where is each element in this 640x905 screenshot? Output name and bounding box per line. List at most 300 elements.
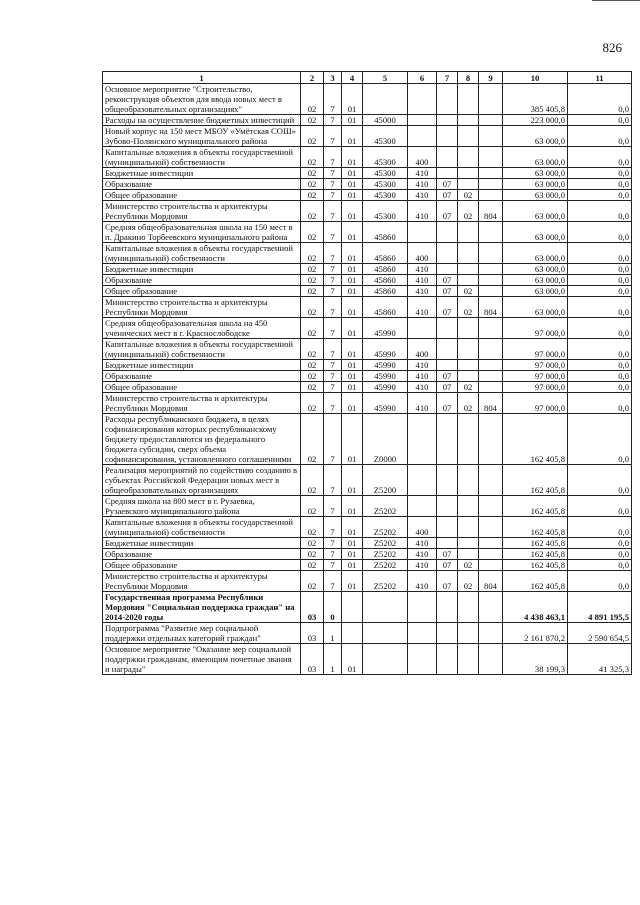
cell-col-7 <box>437 222 458 243</box>
cell-col-4: 01 <box>342 414 363 465</box>
cell-col-11: 0,0 <box>568 168 632 179</box>
cell-col-9 <box>479 414 503 465</box>
cell-col-10: 63 000,0 <box>503 147 568 168</box>
cell-col-11: 0,0 <box>568 360 632 371</box>
cell-col-10: 162 405,8 <box>503 517 568 538</box>
cell-col-7 <box>437 592 458 623</box>
cell-col-11: 0,0 <box>568 286 632 297</box>
row-name-cell: Общее образование <box>103 190 301 201</box>
cell-col-5: Z5202 <box>363 517 408 538</box>
column-header-8: 8 <box>458 72 479 84</box>
cell-col-3: 7 <box>324 286 342 297</box>
cell-col-8: 02 <box>458 382 479 393</box>
cell-col-5: Z0000 <box>363 414 408 465</box>
cell-col-7: 07 <box>437 190 458 201</box>
cell-col-5: Z5200 <box>363 465 408 496</box>
cell-col-9 <box>479 222 503 243</box>
cell-col-10: 97 000,0 <box>503 318 568 339</box>
cell-col-7 <box>437 115 458 126</box>
cell-col-4: 01 <box>342 115 363 126</box>
cell-col-3: 7 <box>324 201 342 222</box>
cell-col-11: 41 325,3 <box>568 644 632 675</box>
cell-col-8 <box>458 538 479 549</box>
cell-col-2: 03 <box>301 592 324 623</box>
cell-col-9 <box>479 517 503 538</box>
cell-col-8: 02 <box>458 560 479 571</box>
cell-col-4: 01 <box>342 318 363 339</box>
cell-col-8 <box>458 371 479 382</box>
cell-col-5: Z5202 <box>363 496 408 517</box>
cell-col-2: 02 <box>301 84 324 115</box>
row-name-cell: Министерство строительства и архитектуры Республики Мордовия <box>103 571 301 592</box>
cell-col-5: Z5202 <box>363 571 408 592</box>
cell-col-8: 02 <box>458 297 479 318</box>
cell-col-4: 01 <box>342 393 363 414</box>
cell-col-11: 0,0 <box>568 297 632 318</box>
column-header-2: 2 <box>301 72 324 84</box>
cell-col-4: 01 <box>342 179 363 190</box>
cell-col-6: 400 <box>408 517 437 538</box>
cell-col-6: 410 <box>408 382 437 393</box>
cell-col-7 <box>437 168 458 179</box>
row-name-cell: Образование <box>103 371 301 382</box>
cell-col-10: 162 405,8 <box>503 571 568 592</box>
cell-col-8: 02 <box>458 571 479 592</box>
cell-col-8 <box>458 115 479 126</box>
cell-col-10: 63 000,0 <box>503 190 568 201</box>
cell-col-6: 410 <box>408 201 437 222</box>
cell-col-5: 45860 <box>363 222 408 243</box>
cell-col-11: 0,0 <box>568 560 632 571</box>
table-row <box>103 560 632 571</box>
table-row <box>103 115 632 126</box>
cell-col-2: 02 <box>301 168 324 179</box>
cell-col-9 <box>479 465 503 496</box>
cell-col-10: 162 405,8 <box>503 538 568 549</box>
cell-col-4: 01 <box>342 560 363 571</box>
table-row <box>103 168 632 179</box>
table-row <box>103 84 632 115</box>
row-name-cell: Капитальные вложения в объекты государственной (муниципальной) собственности <box>103 517 301 538</box>
cell-col-11: 0,0 <box>568 496 632 517</box>
cell-col-6: 410 <box>408 297 437 318</box>
cell-col-10: 4 438 463,1 <box>503 592 568 623</box>
row-name-cell: Расходы республиканского бюджета, в целях софинансирования которых республиканскому бюджету предоставляются из федерального бюджета субсидии, сверх объема софинансирования, установленного соглашениями <box>103 414 301 465</box>
cell-col-10: 162 405,8 <box>503 560 568 571</box>
column-header-1: 1 <box>103 72 301 84</box>
column-header-7: 7 <box>437 72 458 84</box>
column-header-10: 10 <box>503 72 568 84</box>
cell-col-8 <box>458 147 479 168</box>
cell-col-4: 01 <box>342 84 363 115</box>
cell-col-7 <box>437 538 458 549</box>
cell-col-5: 45860 <box>363 286 408 297</box>
cell-col-9 <box>479 592 503 623</box>
cell-col-8: 02 <box>458 201 479 222</box>
cell-col-11: 4 891 195,5 <box>568 592 632 623</box>
cell-col-10: 38 199,3 <box>503 644 568 675</box>
cell-col-9 <box>479 560 503 571</box>
cell-col-5: Z5202 <box>363 549 408 560</box>
cell-col-6 <box>408 623 437 644</box>
table-row <box>103 592 632 623</box>
cell-col-7 <box>437 147 458 168</box>
table-row <box>103 371 632 382</box>
cell-col-8 <box>458 517 479 538</box>
column-header-3: 3 <box>324 72 342 84</box>
cell-col-11: 0,0 <box>568 201 632 222</box>
cell-col-6 <box>408 592 437 623</box>
cell-col-7 <box>437 414 458 465</box>
row-name-cell: Подпрограмма "Развитие мер социальной поддержки отдельных категорий граждан" <box>103 623 301 644</box>
column-header-9: 9 <box>479 72 503 84</box>
cell-col-5: 45990 <box>363 339 408 360</box>
cell-col-9 <box>479 360 503 371</box>
cell-col-2: 02 <box>301 286 324 297</box>
cell-col-6 <box>408 465 437 496</box>
cell-col-6 <box>408 126 437 147</box>
cell-col-9: 804 <box>479 297 503 318</box>
cell-col-2: 02 <box>301 393 324 414</box>
row-name-cell: Капитальные вложения в объекты государственной (муниципальной) собственности <box>103 243 301 264</box>
cell-col-8: 02 <box>458 286 479 297</box>
cell-col-11: 0,0 <box>568 126 632 147</box>
cell-col-6 <box>408 222 437 243</box>
header-row <box>103 72 632 84</box>
cell-col-7 <box>437 339 458 360</box>
table-row <box>103 393 632 414</box>
cell-col-4: 01 <box>342 360 363 371</box>
column-header-6: 6 <box>408 72 437 84</box>
cell-col-4 <box>342 592 363 623</box>
table-row <box>103 147 632 168</box>
cell-col-5: 45300 <box>363 201 408 222</box>
cell-col-4: 01 <box>342 517 363 538</box>
row-name-cell: Средняя общеобразовательная школа на 150 мест в п. Дракино Торбеевского муниципального района <box>103 222 301 243</box>
cell-col-7 <box>437 496 458 517</box>
row-name-cell: Расходы на осуществление бюджетных инвестиций <box>103 115 301 126</box>
cell-col-5: 45860 <box>363 297 408 318</box>
cell-col-4: 01 <box>342 465 363 496</box>
cell-col-6: 410 <box>408 286 437 297</box>
cell-col-3: 7 <box>324 243 342 264</box>
cell-col-3: 7 <box>324 465 342 496</box>
cell-col-7 <box>437 243 458 264</box>
cell-col-10: 223 000,0 <box>503 115 568 126</box>
cell-col-8 <box>458 360 479 371</box>
cell-col-9 <box>479 538 503 549</box>
cell-col-6: 410 <box>408 371 437 382</box>
cell-col-2: 03 <box>301 623 324 644</box>
cell-col-3: 7 <box>324 538 342 549</box>
cell-col-10: 385 405,8 <box>503 84 568 115</box>
cell-col-5: 45860 <box>363 243 408 264</box>
cell-col-11: 0,0 <box>568 371 632 382</box>
cell-col-8 <box>458 318 479 339</box>
cell-col-2: 02 <box>301 115 324 126</box>
table-row <box>103 126 632 147</box>
cell-col-2: 02 <box>301 339 324 360</box>
cell-col-8 <box>458 623 479 644</box>
cell-col-7 <box>437 517 458 538</box>
cell-col-5 <box>363 592 408 623</box>
cell-col-7 <box>437 84 458 115</box>
cell-col-3: 7 <box>324 168 342 179</box>
cell-col-8 <box>458 549 479 560</box>
cell-col-10: 63 000,0 <box>503 275 568 286</box>
cell-col-10: 63 000,0 <box>503 264 568 275</box>
cell-col-4: 01 <box>342 549 363 560</box>
cell-col-5: Z5202 <box>363 560 408 571</box>
cell-col-4: 01 <box>342 538 363 549</box>
cell-col-10: 63 000,0 <box>503 179 568 190</box>
row-name-cell: Капитальные вложения в объекты государственной (муниципальной) собственности <box>103 339 301 360</box>
cell-col-2: 02 <box>301 318 324 339</box>
cell-col-2: 02 <box>301 243 324 264</box>
cell-col-5: 45990 <box>363 360 408 371</box>
cell-col-2: 02 <box>301 549 324 560</box>
row-name-cell: Бюджетные инвестиции <box>103 360 301 371</box>
table-row <box>103 360 632 371</box>
cell-col-3: 7 <box>324 517 342 538</box>
cell-col-10: 97 000,0 <box>503 339 568 360</box>
cell-col-8 <box>458 465 479 496</box>
cell-col-4: 01 <box>342 190 363 201</box>
cell-col-2: 02 <box>301 496 324 517</box>
cell-col-9 <box>479 147 503 168</box>
table-row <box>103 414 632 465</box>
top-edge-rule <box>592 0 640 1</box>
cell-col-5: 45860 <box>363 264 408 275</box>
cell-col-3: 7 <box>324 275 342 286</box>
cell-col-2: 02 <box>301 264 324 275</box>
cell-col-7: 07 <box>437 371 458 382</box>
cell-col-2: 02 <box>301 190 324 201</box>
table-row <box>103 549 632 560</box>
cell-col-6: 410 <box>408 360 437 371</box>
cell-col-6: 410 <box>408 264 437 275</box>
cell-col-10: 63 000,0 <box>503 297 568 318</box>
cell-col-7: 07 <box>437 201 458 222</box>
table-row <box>103 179 632 190</box>
table-row <box>103 264 632 275</box>
cell-col-7: 07 <box>437 393 458 414</box>
row-name-cell: Бюджетные инвестиции <box>103 538 301 549</box>
cell-col-9 <box>479 84 503 115</box>
cell-col-4: 01 <box>342 571 363 592</box>
cell-col-9 <box>479 190 503 201</box>
cell-col-2: 02 <box>301 297 324 318</box>
row-name-cell: Министерство строительства и архитектуры Республики Мордовия <box>103 297 301 318</box>
cell-col-8 <box>458 243 479 264</box>
cell-col-4: 01 <box>342 222 363 243</box>
cell-col-6: 410 <box>408 275 437 286</box>
cell-col-11: 0,0 <box>568 382 632 393</box>
row-name-cell: Министерство строительства и архитектуры Республики Мордовия <box>103 393 301 414</box>
cell-col-9 <box>479 339 503 360</box>
cell-col-2: 02 <box>301 382 324 393</box>
cell-col-3: 7 <box>324 393 342 414</box>
table-row <box>103 275 632 286</box>
cell-col-6: 400 <box>408 243 437 264</box>
cell-col-8 <box>458 168 479 179</box>
cell-col-7 <box>437 360 458 371</box>
cell-col-2: 02 <box>301 201 324 222</box>
cell-col-3: 7 <box>324 115 342 126</box>
cell-col-6: 410 <box>408 190 437 201</box>
cell-col-9 <box>479 275 503 286</box>
cell-col-7: 07 <box>437 382 458 393</box>
cell-col-11: 0,0 <box>568 264 632 275</box>
cell-col-9 <box>479 549 503 560</box>
cell-col-6: 410 <box>408 571 437 592</box>
cell-col-3: 7 <box>324 297 342 318</box>
cell-col-7: 07 <box>437 286 458 297</box>
cell-col-11: 0,0 <box>568 84 632 115</box>
cell-col-8 <box>458 592 479 623</box>
cell-col-5: Z5202 <box>363 538 408 549</box>
cell-col-10: 63 000,0 <box>503 222 568 243</box>
table-row <box>103 286 632 297</box>
row-name-cell: Образование <box>103 549 301 560</box>
cell-col-6 <box>408 414 437 465</box>
table-row <box>103 465 632 496</box>
cell-col-6: 410 <box>408 393 437 414</box>
cell-col-10: 63 000,0 <box>503 201 568 222</box>
cell-col-7: 07 <box>437 560 458 571</box>
table-row <box>103 201 632 222</box>
cell-col-10: 63 000,0 <box>503 168 568 179</box>
cell-col-7 <box>437 126 458 147</box>
table-row <box>103 382 632 393</box>
cell-col-3: 7 <box>324 571 342 592</box>
cell-col-4: 01 <box>342 168 363 179</box>
cell-col-3: 7 <box>324 190 342 201</box>
cell-col-10: 2 161 870,2 <box>503 623 568 644</box>
cell-col-2: 02 <box>301 275 324 286</box>
row-name-cell: Новый корпус на 150 мест МБОУ «Умётская СОШ» Зубово-Полянского муниципального района <box>103 126 301 147</box>
cell-col-4: 01 <box>342 297 363 318</box>
cell-col-9 <box>479 382 503 393</box>
cell-col-10: 162 405,8 <box>503 414 568 465</box>
cell-col-6 <box>408 318 437 339</box>
cell-col-6 <box>408 84 437 115</box>
table-row <box>103 297 632 318</box>
cell-col-8 <box>458 339 479 360</box>
cell-col-11: 0,0 <box>568 393 632 414</box>
budget-table <box>102 71 632 675</box>
cell-col-11: 0,0 <box>568 414 632 465</box>
table-row <box>103 243 632 264</box>
cell-col-8 <box>458 264 479 275</box>
cell-col-5: 45990 <box>363 371 408 382</box>
cell-col-3: 7 <box>324 264 342 275</box>
cell-col-5 <box>363 623 408 644</box>
cell-col-8 <box>458 179 479 190</box>
row-name-cell: Бюджетные инвестиции <box>103 168 301 179</box>
cell-col-9 <box>479 286 503 297</box>
cell-col-4: 01 <box>342 126 363 147</box>
cell-col-7: 07 <box>437 275 458 286</box>
cell-col-10: 97 000,0 <box>503 360 568 371</box>
cell-col-7 <box>437 465 458 496</box>
cell-col-8 <box>458 496 479 517</box>
cell-col-9: 804 <box>479 201 503 222</box>
cell-col-2: 03 <box>301 644 324 675</box>
cell-col-7: 07 <box>437 549 458 560</box>
cell-col-7 <box>437 623 458 644</box>
cell-col-2: 02 <box>301 147 324 168</box>
cell-col-6 <box>408 496 437 517</box>
cell-col-3: 7 <box>324 84 342 115</box>
cell-col-2: 02 <box>301 126 324 147</box>
cell-col-10: 63 000,0 <box>503 243 568 264</box>
cell-col-5: 45300 <box>363 190 408 201</box>
row-name-cell: Бюджетные инвестиции <box>103 264 301 275</box>
cell-col-2: 02 <box>301 179 324 190</box>
cell-col-5: 45000 <box>363 115 408 126</box>
cell-col-11: 0,0 <box>568 222 632 243</box>
cell-col-3: 7 <box>324 339 342 360</box>
cell-col-3: 7 <box>324 222 342 243</box>
cell-col-8 <box>458 84 479 115</box>
cell-col-3: 7 <box>324 560 342 571</box>
cell-col-11: 0,0 <box>568 179 632 190</box>
cell-col-3: 7 <box>324 549 342 560</box>
cell-col-10: 97 000,0 <box>503 371 568 382</box>
row-name-cell: Государственная программа Республики Мордовия "Социальная поддержка граждан" на 2014-2020 годы <box>103 592 301 623</box>
cell-col-4: 01 <box>342 644 363 675</box>
table-row <box>103 190 632 201</box>
cell-col-7 <box>437 264 458 275</box>
cell-col-8 <box>458 126 479 147</box>
cell-col-9 <box>479 126 503 147</box>
cell-col-11: 0,0 <box>568 190 632 201</box>
cell-col-11: 0,0 <box>568 339 632 360</box>
cell-col-11: 0,0 <box>568 538 632 549</box>
row-name-cell: Реализация мероприятий по содействию созданию в субъектах Российской Федерации новых мест в общеобразовательных организациях <box>103 465 301 496</box>
cell-col-8: 02 <box>458 190 479 201</box>
cell-col-9 <box>479 496 503 517</box>
cell-col-9 <box>479 264 503 275</box>
cell-col-10: 162 405,8 <box>503 549 568 560</box>
cell-col-3: 7 <box>324 179 342 190</box>
table-row <box>103 623 632 644</box>
cell-col-4: 01 <box>342 286 363 297</box>
cell-col-9 <box>479 644 503 675</box>
cell-col-9: 804 <box>479 571 503 592</box>
cell-col-11: 0,0 <box>568 549 632 560</box>
cell-col-4: 01 <box>342 243 363 264</box>
cell-col-11: 0,0 <box>568 571 632 592</box>
cell-col-6: 410 <box>408 549 437 560</box>
row-name-cell: Образование <box>103 275 301 286</box>
table-row <box>103 517 632 538</box>
cell-col-10: 162 405,8 <box>503 465 568 496</box>
cell-col-4: 01 <box>342 201 363 222</box>
cell-col-8 <box>458 275 479 286</box>
row-name-cell: Капитальные вложения в объекты государственной (муниципальной) собственности <box>103 147 301 168</box>
cell-col-2: 02 <box>301 414 324 465</box>
cell-col-11: 0,0 <box>568 243 632 264</box>
cell-col-10: 97 000,0 <box>503 393 568 414</box>
cell-col-8 <box>458 644 479 675</box>
cell-col-4: 01 <box>342 147 363 168</box>
row-name-cell: Общее образование <box>103 382 301 393</box>
cell-col-3: 7 <box>324 371 342 382</box>
cell-col-2: 02 <box>301 560 324 571</box>
cell-col-7: 07 <box>437 297 458 318</box>
